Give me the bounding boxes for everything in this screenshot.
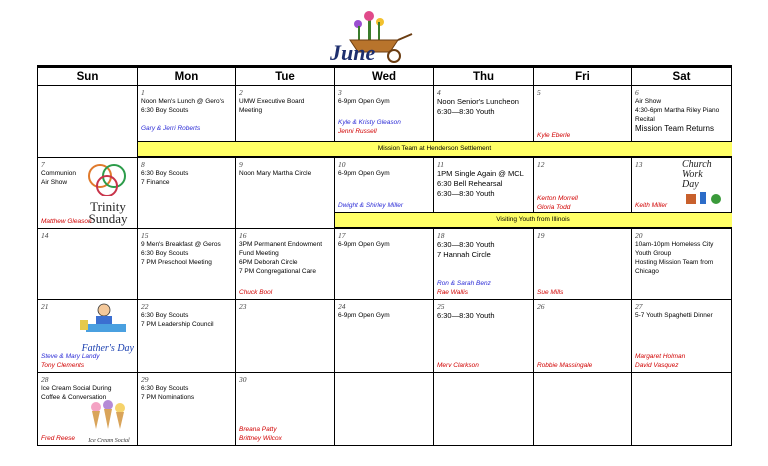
event-text: 5-7 Youth Spaghetti Dinner	[635, 312, 713, 319]
day-number: 17	[338, 231, 346, 240]
day-number: 23	[239, 302, 247, 311]
event-text: 6-9pm Open Gym	[338, 312, 390, 319]
day-number: 25	[437, 302, 445, 311]
name-entry: Merv Clarkson	[437, 362, 479, 369]
day-cell[interactable]	[632, 300, 732, 373]
birthday-names	[437, 361, 531, 370]
event-text: Hosting Mission Team from	[635, 259, 714, 266]
event-text: 9 Men's Breakfast @ Geros	[141, 241, 221, 248]
name-entry: Gary & Jerri Roberts	[141, 125, 201, 132]
event-text: Air Show	[41, 179, 68, 186]
birthday-names	[537, 288, 629, 297]
name-entry: Steve & Mary Landy	[41, 353, 100, 360]
birthday-names	[338, 201, 431, 210]
day-number: 3	[338, 88, 342, 97]
day-cell[interactable]	[236, 300, 335, 373]
name-entry: Dwight & Shirley Miller	[338, 202, 404, 209]
event-text: 6-9pm Open Gym	[338, 98, 390, 105]
event-text: Noon Mary Martha Circle	[239, 170, 312, 177]
day-number: 4	[437, 88, 441, 97]
event-text: 7 PM Preschool Meeting	[141, 259, 212, 266]
day-cell[interactable]	[434, 300, 534, 373]
day-number: 28	[41, 375, 49, 384]
day-number: 2	[239, 88, 243, 97]
day-cell[interactable]	[138, 373, 236, 446]
event-list	[338, 311, 431, 320]
day-number: 15	[141, 231, 149, 240]
name-entry: Robbie Massingale	[537, 362, 593, 369]
day-number: 8	[141, 160, 145, 169]
day-number: 27	[635, 302, 643, 311]
birthday-names	[635, 352, 729, 370]
event-text: 6:30—8:30 Youth	[437, 311, 495, 320]
day-number: 19	[537, 231, 545, 240]
event-text: Air Show	[635, 98, 662, 105]
birthday-names	[41, 352, 135, 370]
event-text: 6:30 Boy Scouts	[141, 250, 189, 257]
day-number: 5	[537, 88, 541, 97]
event-list	[437, 169, 531, 199]
day-cell[interactable]	[632, 373, 732, 446]
name-entry: Kyle & Kristy Gleason	[338, 119, 401, 126]
event-text: 6:30—8:30 Youth	[437, 107, 495, 116]
day-number: 29	[141, 375, 149, 384]
weekday-sat: Sat	[632, 67, 732, 86]
event-list	[141, 97, 233, 115]
day-cell[interactable]	[632, 229, 732, 300]
event-text: Fund Meeting	[239, 250, 279, 257]
church-work-day-art-text: Church Work Day	[682, 159, 712, 190]
day-cell[interactable]	[236, 229, 335, 300]
birthday-names	[537, 194, 629, 212]
week-row	[38, 300, 732, 373]
weekday-tue: Tue	[236, 67, 335, 86]
month-title: June	[330, 40, 376, 65]
day-number: 24	[338, 302, 346, 311]
event-text: 6:30—8:30 Youth	[437, 189, 495, 198]
birthday-names	[41, 217, 135, 226]
event-text: Noon Men's Lunch @ Gero's	[141, 98, 225, 105]
name-entry: Gloria Todd	[537, 204, 571, 211]
day-cell[interactable]	[335, 300, 434, 373]
event-list	[635, 311, 729, 320]
day-cell[interactable]	[38, 86, 138, 158]
event-list	[437, 97, 531, 117]
weekday-mon: Mon	[138, 67, 236, 86]
name-entry: Ron & Sarah Benz	[437, 280, 491, 287]
name-entry: Kerton Morrell	[537, 195, 578, 202]
name-entry: Sue Mills	[537, 289, 564, 296]
week-row	[38, 229, 732, 300]
event-list	[635, 240, 729, 276]
day-cell[interactable]	[434, 373, 534, 446]
name-entry: Kyle Eberle	[537, 132, 571, 139]
event-text: 6-9pm Open Gym	[338, 170, 390, 177]
day-number: 1	[141, 88, 145, 97]
day-cell[interactable]	[534, 229, 632, 300]
name-entry: Matthew Gleason	[41, 218, 92, 225]
name-entry: Jenni Russell	[338, 128, 377, 135]
event-text: 3PM Permanent Endowment	[239, 241, 323, 248]
event-banner: Visiting Youth from Illinois	[335, 212, 732, 228]
weekday-sun: Sun	[38, 67, 138, 86]
event-banner: Mission Team at Henderson Settlement	[138, 141, 732, 157]
name-entry: Fred Reese	[41, 435, 75, 442]
day-number: 7	[41, 160, 45, 169]
event-list	[635, 97, 729, 134]
weekday-thu: Thu	[434, 67, 534, 86]
event-text: Recital	[635, 116, 655, 123]
event-text: 6:30 Boy Scouts	[141, 170, 189, 177]
event-text: 6:30—8:30 Youth	[437, 240, 495, 249]
fathers-day-art-text: Father's Day	[81, 343, 134, 354]
name-entry: Brittney Wilcox	[239, 435, 282, 442]
day-cell[interactable]	[138, 229, 236, 300]
event-text: 7 PM Congregational Care	[239, 268, 316, 275]
day-cell[interactable]	[335, 373, 434, 446]
name-entry: Keith Miller	[635, 202, 668, 209]
ice-cream-social-art-text: Ice Cream Social	[88, 438, 130, 444]
calendar-grid	[37, 65, 732, 446]
birthday-names	[635, 201, 729, 210]
event-text: Chicago	[635, 268, 659, 275]
day-cell[interactable]	[434, 229, 534, 300]
day-cell[interactable]	[138, 300, 236, 373]
weekday-wed: Wed	[335, 67, 434, 86]
event-text: 6PM Deborah Circle	[239, 259, 298, 266]
trinity-sunday-icon	[80, 162, 136, 226]
event-list	[239, 169, 332, 178]
event-text: 7 PM Leadership Council	[141, 321, 214, 328]
event-text: 7 Hannah Circle	[437, 250, 491, 259]
day-cell[interactable]	[38, 300, 138, 373]
name-entry: Rae Wallis	[437, 289, 468, 296]
day-number: 16	[239, 231, 247, 240]
day-number: 11	[437, 160, 444, 169]
birthday-names	[239, 425, 332, 443]
day-cell[interactable]	[236, 158, 335, 229]
day-cell[interactable]	[335, 229, 434, 300]
day-number: 21	[41, 302, 49, 311]
day-number: 10	[338, 160, 346, 169]
fathers-day-icon	[76, 302, 136, 352]
event-text: 7 PM Nominations	[141, 394, 195, 401]
event-text: 6:30 Bell Rehearsal	[437, 179, 503, 188]
event-text: 6-9pm Open Gym	[338, 241, 390, 248]
event-text: Ice Cream Social During	[41, 385, 112, 392]
event-list	[338, 169, 431, 178]
birthday-names	[537, 131, 629, 140]
day-cell[interactable]	[138, 158, 236, 229]
event-text: 6:30 Boy Scouts	[141, 385, 189, 392]
day-number: 6	[635, 88, 639, 97]
event-text: 7 Finance	[141, 179, 170, 186]
event-list	[437, 311, 531, 321]
day-number: 30	[239, 375, 247, 384]
event-list	[141, 240, 233, 267]
name-entry: Tony Clements	[41, 362, 85, 369]
birthday-names	[437, 279, 531, 297]
event-list	[338, 97, 431, 106]
event-list	[239, 240, 332, 276]
day-number: 18	[437, 231, 445, 240]
day-cell[interactable]	[38, 229, 138, 300]
church-work-day-icon	[682, 160, 728, 206]
day-cell[interactable]	[38, 373, 138, 446]
day-number: 12	[537, 160, 545, 169]
event-text: 6:30 Boy Scouts	[141, 107, 189, 114]
event-highlight: Mission Team Returns	[635, 124, 714, 133]
day-number: 9	[239, 160, 243, 169]
event-text: 1PM Single Again @ MCL	[437, 169, 524, 178]
event-text: Noon Senior's Luncheon	[437, 97, 519, 106]
event-text: UMW Executive Board	[239, 98, 305, 105]
event-text: Meeting	[239, 107, 263, 114]
name-entry: Breana Patty	[239, 426, 277, 433]
event-text: Youth Group	[635, 250, 672, 257]
event-list	[141, 384, 233, 402]
event-text: 4:30-6pm Martha Riley Piano	[635, 107, 720, 114]
birthday-names	[41, 434, 135, 443]
name-entry: Margaret Holman	[635, 353, 686, 360]
day-number: 20	[635, 231, 643, 240]
month-header	[0, 8, 768, 64]
day-cell[interactable]	[534, 300, 632, 373]
name-entry: Chuck Bool	[239, 289, 273, 296]
event-list	[338, 240, 431, 249]
name-entry: David Vasquez	[635, 362, 679, 369]
day-cell[interactable]	[236, 373, 335, 446]
birthday-names	[537, 361, 629, 370]
event-list	[239, 97, 332, 115]
day-number: 26	[537, 302, 545, 311]
day-cell[interactable]	[38, 158, 138, 229]
trinity-sunday-art-text: Trinity Sunday	[88, 199, 128, 226]
birthday-names	[239, 288, 332, 297]
event-list	[141, 311, 233, 329]
event-text: Coffee & Conversation	[41, 394, 107, 401]
day-number: 13	[635, 160, 643, 169]
event-list	[141, 169, 233, 187]
birthday-names	[338, 118, 431, 136]
event-text: 10am-10pm Homeless City	[635, 241, 714, 248]
event-text: Communion	[41, 170, 77, 177]
day-number: 14	[41, 231, 49, 240]
weekday-fri: Fri	[534, 67, 632, 86]
day-number: 22	[141, 302, 149, 311]
event-text: 6:30 Boy Scouts	[141, 312, 189, 319]
day-cell[interactable]	[534, 373, 632, 446]
event-list	[437, 240, 531, 260]
birthday-names	[141, 124, 233, 133]
week-row	[38, 373, 732, 446]
weekday-header-row	[38, 67, 732, 86]
